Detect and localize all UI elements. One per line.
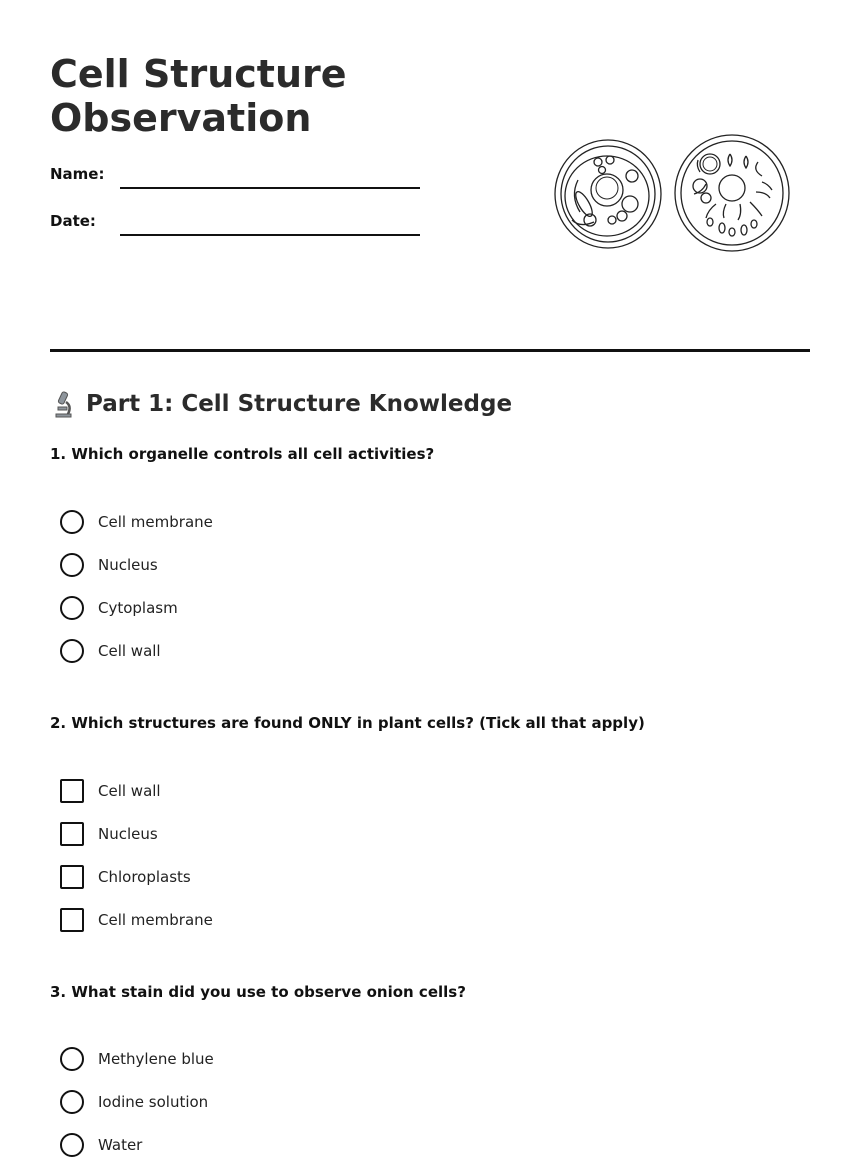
title-line-2: Observation: [50, 96, 312, 140]
option-label: Cell wall: [98, 642, 161, 660]
date-label: Date:: [50, 212, 96, 230]
q1-option-3[interactable]: [60, 596, 178, 620]
checkbox[interactable]: [60, 908, 84, 932]
radio-button[interactable]: [60, 596, 84, 620]
section-divider: [50, 349, 810, 352]
option-label: Iodine solution: [98, 1093, 209, 1111]
part1-title: Part 1: Cell Structure Knowledge: [86, 391, 513, 417]
radio-button[interactable]: [60, 1133, 84, 1157]
part1-heading: [50, 388, 512, 420]
q3-option-1[interactable]: [60, 1047, 214, 1071]
q2-option-3[interactable]: [60, 865, 191, 889]
q2-option-1[interactable]: [60, 779, 161, 803]
checkbox[interactable]: [60, 779, 84, 803]
q3-option-3[interactable]: [60, 1133, 142, 1157]
option-label: Cell membrane: [98, 513, 213, 531]
radio-button[interactable]: [60, 1090, 84, 1114]
option-label: Water: [98, 1136, 143, 1154]
name-field[interactable]: [120, 187, 420, 189]
animal-cell-drawing: [675, 135, 789, 251]
title-line-1: Cell Structure: [50, 52, 347, 96]
question-2: 2. Which structures are found ONLY in plant cells? (Tick all that apply): [50, 714, 645, 732]
q2-option-4[interactable]: [60, 908, 213, 932]
microscope-icon: [50, 390, 76, 418]
checkbox[interactable]: [60, 822, 84, 846]
name-label: Name:: [50, 165, 105, 183]
cell-illustration: [550, 132, 795, 254]
q1-option-1[interactable]: [60, 510, 213, 534]
q2-option-2[interactable]: [60, 822, 158, 846]
q1-option-4[interactable]: [60, 639, 161, 663]
radio-button[interactable]: [60, 510, 84, 534]
option-label: Methylene blue: [98, 1050, 214, 1068]
radio-button[interactable]: [60, 553, 84, 577]
page-title: [50, 52, 470, 140]
question-1: 1. Which organelle controls all cell activities?: [50, 445, 435, 463]
radio-button[interactable]: [60, 639, 84, 663]
option-label: Chloroplasts: [98, 868, 191, 886]
q3-option-2[interactable]: [60, 1090, 208, 1114]
option-label: Nucleus: [98, 825, 158, 843]
radio-button[interactable]: [60, 1047, 84, 1071]
option-label: Nucleus: [98, 556, 158, 574]
q1-option-2[interactable]: [60, 553, 158, 577]
option-label: Cell membrane: [98, 911, 213, 929]
question-3: 3. What stain did you use to observe onion cells?: [50, 983, 466, 1001]
option-label: Cytoplasm: [98, 599, 178, 617]
plant-cell-drawing: [555, 140, 661, 248]
checkbox[interactable]: [60, 865, 84, 889]
date-field[interactable]: [120, 234, 420, 236]
option-label: Cell wall: [98, 782, 161, 800]
